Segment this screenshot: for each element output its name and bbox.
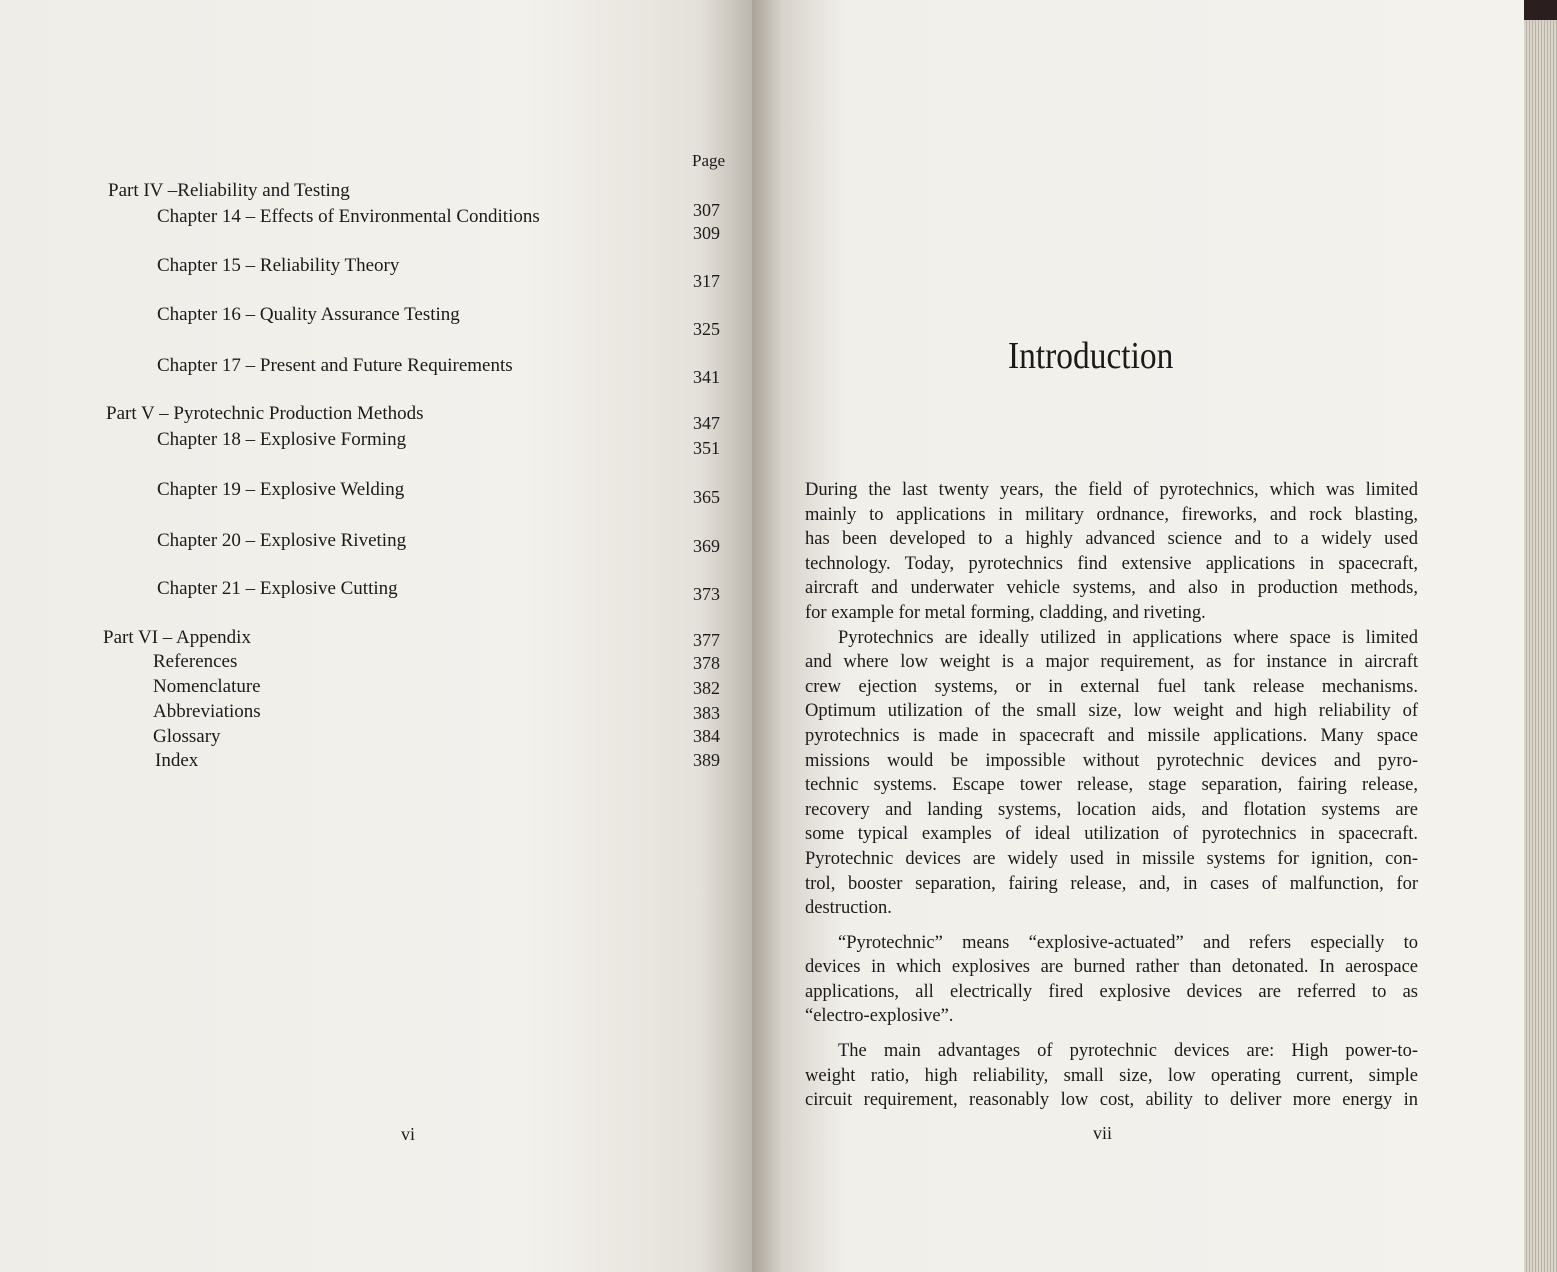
toc-page-number: 378: [693, 653, 720, 673]
toc-abbreviations: Abbreviations: [153, 701, 261, 722]
paragraph: [805, 931, 1418, 1029]
text-line: mainly to applications in military ordnance, fireworks, and rock blasting,: [805, 504, 1418, 525]
text-line: for example for metal forming, cladding, and riveting.: [805, 602, 1206, 623]
text-line: The main advantages of pyrotechnic devices are: High power-to-: [838, 1041, 1418, 1062]
toc-nomenclature: Nomenclature: [153, 676, 261, 697]
toc-page-number: 341: [693, 367, 720, 387]
introduction-body: [805, 478, 1418, 1113]
toc-page-number: 365: [693, 487, 720, 507]
toc-page-number: 325: [693, 319, 720, 339]
text-line: circuit requirement, reasonably low cost, ability to deliver more energy in: [805, 1090, 1418, 1111]
text-line: crew ejection systems, or in external fuel tank release mechanisms.: [805, 676, 1418, 697]
toc-chapter-17: Chapter 17 – Present and Future Requirements: [157, 355, 513, 376]
paragraph: [805, 626, 1418, 921]
text-line: applications, all electrically fired explosive devices are referred to as: [805, 981, 1418, 1002]
toc-references: References: [153, 651, 238, 672]
toc-page-number: 383: [693, 703, 720, 723]
toc-page-number: 317: [693, 271, 720, 291]
toc-chapter-20: Chapter 20 – Explosive Riveting: [157, 530, 407, 551]
page-number-left: vi: [401, 1124, 416, 1144]
text-line: Optimum utilization of the small size, low weight and high reliability of: [805, 701, 1418, 722]
toc-page-number: 389: [693, 750, 720, 770]
text-line: devices in which explosives are burned rather than detonated. In aerospace: [805, 957, 1418, 978]
text-line: “Pyrotechnic” means “explosive-actuated” and refers especially to: [838, 932, 1418, 953]
toc-part-iv: Part IV –Reliability and Testing: [108, 180, 350, 201]
toc-chapter-21: Chapter 21 – Explosive Cutting: [157, 578, 398, 599]
text-line: trol, booster separation, fairing release, and, in cases of malfunction, for: [805, 873, 1418, 894]
paragraph: [805, 1039, 1418, 1113]
text-line: “electro-explosive”.: [805, 1006, 954, 1027]
toc-page-number: 373: [693, 584, 720, 604]
text-line: During the last twenty years, the field of pyrotechnics, which was limited: [805, 480, 1418, 500]
toc-chapter-14: Chapter 14 – Effects of Environmental Conditions: [157, 206, 540, 227]
page-number-right: vii: [1093, 1123, 1113, 1143]
toc-part-v: Part V – Pyrotechnic Production Methods: [106, 403, 424, 424]
toc-page-number: 384: [693, 726, 720, 746]
text-line: weight ratio, high reliability, small size, low operating current, simple: [805, 1065, 1418, 1086]
text-line: Pyrotechnics are ideally utilized in applications where space is limited: [838, 627, 1418, 648]
toc-page-number: 377: [693, 630, 720, 650]
toc-page-number: 347: [693, 413, 720, 433]
toc-chapter-15: Chapter 15 – Reliability Theory: [157, 255, 400, 276]
text-line: and where low weight is a major requirement, as for instance in aircraft: [805, 652, 1418, 673]
text-line: pyrotechnics is made in spacecraft and missile applications. Many space: [805, 725, 1418, 746]
page-column-heading: Page: [692, 151, 726, 170]
toc-index: Index: [155, 750, 199, 771]
chapter-title: Introduction: [1008, 335, 1174, 377]
text-line: missions would be impossible without pyrotechnic devices and pyro-: [805, 750, 1418, 771]
paragraph-gap: [805, 921, 1418, 931]
text-line: Pyrotechnic devices are widely used in missile systems for ignition, con-: [805, 848, 1418, 869]
text-line: aircraft and underwater vehicle systems, and also in production methods,: [805, 578, 1418, 599]
toc-page-number: 382: [693, 678, 720, 698]
toc-page-number: 307: [693, 200, 720, 220]
text-line: technic systems. Escape tower release, stage separation, fairing release,: [805, 775, 1418, 796]
toc-part-vi: Part VI – Appendix: [103, 627, 251, 648]
toc-glossary: Glossary: [153, 726, 221, 747]
paragraph-gap: [805, 1029, 1418, 1039]
text-line: recovery and landing systems, location aids, and flotation systems are: [805, 799, 1418, 820]
toc-page-number: 369: [693, 536, 720, 556]
left-page: [0, 0, 752, 1272]
text-line: destruction.: [805, 898, 892, 919]
toc-chapter-16: Chapter 16 – Quality Assurance Testing: [157, 304, 460, 325]
text-line: technology. Today, pyrotechnics find extensive applications in spacecraft,: [805, 553, 1418, 574]
text-line: has been developed to a highly advanced science and to a widely used: [805, 529, 1418, 550]
toc-chapter-18: Chapter 18 – Explosive Forming: [157, 429, 407, 450]
paragraph: [805, 478, 1418, 626]
toc-chapter-19: Chapter 19 – Explosive Welding: [157, 479, 405, 500]
text-line: some typical examples of ideal utilization of pyrotechnics in spacecraft.: [805, 824, 1418, 845]
toc-page-number: 351: [693, 438, 720, 458]
page-edges: [1524, 20, 1557, 1272]
toc-page-number: 309: [693, 223, 720, 243]
